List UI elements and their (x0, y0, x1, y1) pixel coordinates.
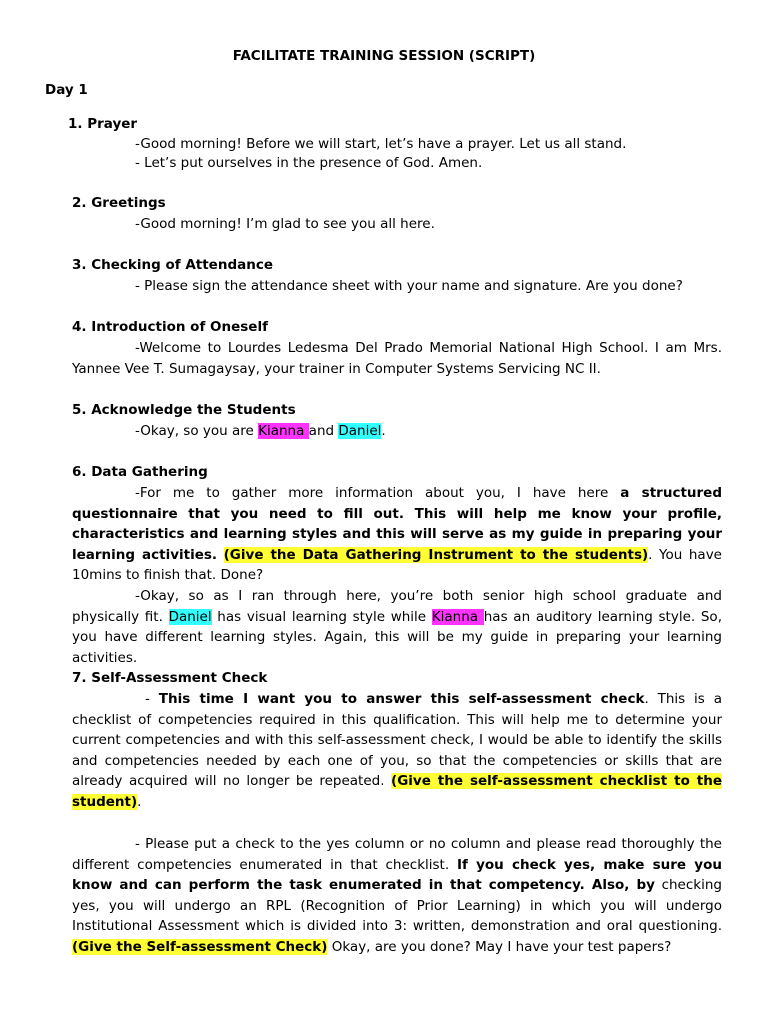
section-heading-greetings: 2. Greetings (72, 195, 166, 211)
sa-p1-text-c: . This is a checklist of competencies required in this qualification. This will help me to determine your current competencies and with this self-assessment check, I would be able to identify the skills and competencies needed by each one of you, so that the competencies or skills that are already acquired will no longer be repeated. (72, 691, 722, 789)
section-heading-prayer: 1. Prayer (68, 116, 138, 132)
document-title: FACILITATE TRAINING SESSION (SCRIPT) (232, 48, 536, 64)
dg-p1-bold: a structured questionnaire that you need to fill out. This will help me know your profile, characteristics and learning styles and this will serve as my guide in preparing your learning activities. (72, 485, 722, 563)
sa-check-highlight: (Give the Self-assessment Check) (72, 938, 328, 955)
prayer-line-1: -Good morning! Before we will start, let’s have a prayer. Let us all stand. (135, 136, 627, 152)
attendance-line-1: - Please sign the attendance sheet with your name and signature. Are you done? (135, 278, 683, 294)
self-assessment-paragraph-2 (72, 834, 722, 957)
section-heading-self-assessment: 7. Self-Assessment Check (72, 670, 268, 686)
dg-p2-text-c: has an auditory learning style. So, you have different learning styles. Again, this will be my guide in preparing your learning activities. (72, 608, 722, 666)
dg-p2-text-a: -Okay, so as I ran through here, you’re both senior high school graduate and physically fit. (72, 588, 722, 625)
data-gathering-paragraph-2 (72, 586, 722, 668)
dg-p1-text-c (217, 547, 224, 563)
sa-p2-text-a: - Please put a check to the yes column or no column and please read thoroughly the different competencies enumerated in that checklist. (72, 836, 722, 873)
section-heading-acknowledge: 5. Acknowledge the Students (72, 402, 296, 418)
prayer-line-2: - Let’s put ourselves in the presence of God. Amen. (135, 155, 483, 171)
sa-p2-bold: If you check yes, make sure you know and can perform the task enumerated in that competency. Also, by (72, 856, 722, 893)
acknowledge-text-pre: -Okay, so you are (135, 423, 259, 439)
greetings-line-1: -Good morning! I’m glad to see you all here. (135, 216, 435, 232)
section-heading-data-gathering: 6. Data Gathering (72, 464, 208, 480)
sa-instruction-highlight: (Give the self-assessment checklist to the student) (72, 773, 723, 810)
acknowledge-text-post: . (381, 423, 386, 439)
dg-instruction-highlight: (Give the Data Gathering Instrument to the students) (223, 546, 649, 563)
student-name-daniel: Daniel (338, 423, 382, 439)
sa-p1-text-d: . (137, 793, 142, 810)
sa-p1-text-a: - (145, 691, 159, 707)
dg-student-name-kianna: Kianna (431, 608, 484, 625)
acknowledge-line (135, 421, 386, 442)
dg-p2-text-b: has visual learning style while (211, 608, 432, 625)
sa-p1-bold: This time I want you to answer this self-assessment check (158, 691, 645, 707)
student-name-kianna: Kianna (258, 423, 309, 439)
dg-p1-text-d: . You have 10mins to finish that. Done? (72, 546, 722, 583)
section-heading-attendance: 3. Checking of Attendance (72, 257, 273, 273)
dg-student-name-daniel: Daniel (168, 608, 212, 625)
dg-p1-text-a: -For me to gather more information about you, I have here (135, 485, 621, 501)
section-heading-introduction: 4. Introduction of Oneself (72, 319, 268, 335)
day-label: Day 1 (45, 82, 88, 98)
self-assessment-paragraph-1 (72, 689, 722, 812)
introduction-paragraph: -Welcome to Lourdes Ledesma Del Prado Memorial National High School. I am Mrs. Yannee Vee T. Sumagaysay, your trainer in Computer Systems Servicing NC II. (72, 340, 722, 377)
sa-p2-text-c: checking yes, you will undergo an RPL (Recognition of Prior Learning) in which you will undergo Institutional Assessment which is divided into 3: written, demonstration and oral questioning. (72, 877, 722, 934)
sa-p2-text-d: Okay, are you done? May I have your test papers? (327, 938, 672, 955)
data-gathering-paragraph-1 (72, 483, 722, 586)
acknowledge-text-mid: and (308, 423, 339, 439)
